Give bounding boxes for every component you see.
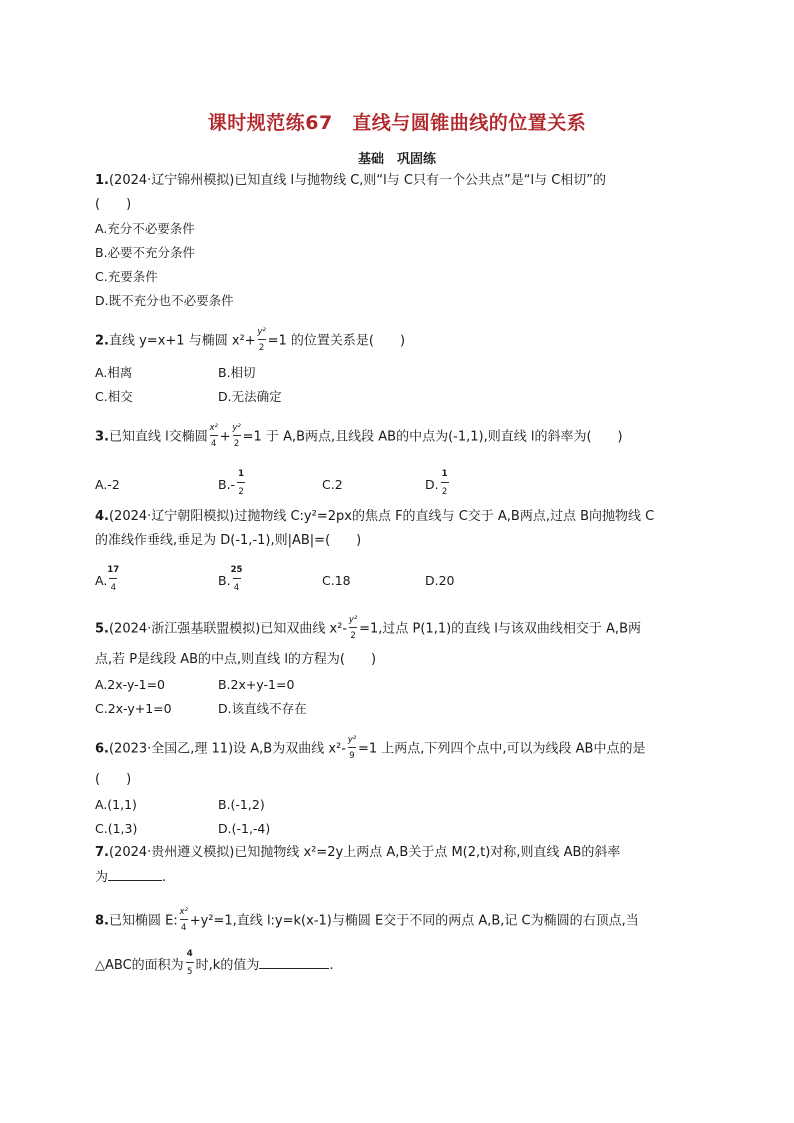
question-3 [95,423,623,449]
option-b: B.(-1,2) [218,797,265,812]
question-6 [95,735,646,761]
question-8 [95,907,639,933]
option-d: D.无法确定 [218,389,282,404]
fraction: $\frac{\text{x²}}{4}$ [179,907,188,933]
fraction: $\frac{1}{2}$ [441,468,448,497]
question-number: 4. [95,509,109,524]
question-number: 3. [95,429,109,445]
question-number: 8. [95,913,109,929]
fraction: $\frac{\text{y²}}{2}$ [257,327,266,353]
question-text: (2024·辽宁锦州模拟)已知直线 l与抛物线 C,则“l与 C只有一个公共点”是“l与 C相切”的 [108,173,607,188]
page-title: 课时规范练67 直线与圆锥曲线的位置关系 [207,112,587,134]
fraction: $\frac{4}{5}$ [186,948,193,977]
question-text: 已知椭圆 E: [108,913,178,929]
option-a: A. $\frac{17}{4}$ [95,564,120,593]
question-2 [95,327,406,353]
option-c: C.相交 [95,389,133,404]
option-a: A.相离 [95,365,133,380]
question-text: (2024·贵州遵义模拟)已知抛物线 x²=2y上两点 A,B关于点 M(2,t)对称,则直线 AB的斜率 [108,845,621,860]
question-number: 2. [95,333,109,349]
question-number: 6. [95,741,109,757]
question-text: =1,过点 P(1,1)的直线 l与该双曲线相交于 A,B两 [359,621,641,637]
question-text: +y²=1,直线 l:y=k(x-1)与椭圆 E交于不同的两点 A,B,记 C为椭圆的右顶点,当 [189,913,639,929]
fraction: $\frac{\text{y²}}{9}$ [347,735,357,761]
answer-paren: ( ) [95,197,132,212]
fraction: $\frac{\text{y²}}{2}$ [348,615,358,641]
option-d: D.既不充分也不必要条件 [95,293,234,308]
question-4-line-2: 的准线作垂线,垂足为 D(-1,-1),则|AB|=( ) [95,533,362,548]
question-text: (2024·辽宁朝阳模拟)过抛物线 C:y²=2px的焦点 F的直线与 C交于 A,B两点,过点 B向抛物线 C [108,509,655,524]
question-text: =1 的位置关系是( ) [267,333,406,349]
answer-paren: ( ) [95,772,132,787]
option-a: A.2x-y-1=0 [95,677,166,692]
option-c: C.2x-y+1=0 [95,701,172,716]
answer-blank[interactable] [108,868,162,881]
question-number: 1. [95,173,109,188]
option-a: A.充分不必要条件 [95,221,195,236]
option-b: B.必要不充分条件 [95,245,196,260]
question-7-line-2: 为 . [95,870,167,885]
option-a: A.-2 [95,477,120,492]
question-text: 直线 y=x+1 与椭圆 x²+ [108,333,256,349]
question-text: =1 于 A,B两点,且线段 AB的中点为(-1,1),则直线 l的斜率为( ) [242,429,623,445]
plus-sign: + [219,429,231,445]
option-b: B.相切 [218,365,256,380]
question-5 [95,615,641,641]
option-c: C.充要条件 [95,269,158,284]
question-number: 5. [95,621,109,637]
question-number: 7. [95,845,109,860]
option-d: D.该直线不存在 [218,701,307,716]
option-a: A.(1,1) [95,797,137,812]
option-b: B.- $\frac{1}{2}$ [218,476,247,495]
fraction: $\frac{25}{4}$ [230,564,243,593]
fraction: $\frac{\text{x²}}{4}$ [209,423,218,449]
question-8-line-2: △ABC的面积为 $\frac{4}{5}$ 时,k的值为 . [95,948,334,977]
option-b: B.2x+y-1=0 [218,677,295,692]
option-d: D.20 [425,573,455,588]
question-5-line-2: 点,若 P是线段 AB的中点,则直线 l的方程为( ) [95,652,377,667]
question-text: (2024·浙江强基联盟模拟)已知双曲线 x²- [108,621,348,637]
question-text: 已知直线 l交椭圆 [108,429,208,445]
option-c: C.18 [322,573,351,588]
question-text: =1 上两点,下列四个点中,可以为线段 AB中点的是 [357,741,646,757]
question-1 [95,172,606,190]
fraction: $\frac{\text{y²}}{2}$ [232,423,241,449]
option-b: B. $\frac{25}{4}$ [218,564,243,593]
option-d: D.(-1,-4) [218,821,271,836]
option-c: C.(1,3) [95,821,138,836]
question-text: (2023·全国乙,理 11)设 A,B为双曲线 x²- [108,741,346,757]
option-d: D. $\frac{1}{2}$ [425,476,451,495]
section-heading: 基础 巩固练 [357,152,436,167]
answer-blank[interactable] [259,956,329,969]
option-c: C.2 [322,477,343,492]
question-4 [95,508,654,526]
fraction: $\frac{17}{4}$ [107,564,120,593]
question-7 [95,844,620,862]
fraction: $\frac{1}{2}$ [238,468,245,497]
